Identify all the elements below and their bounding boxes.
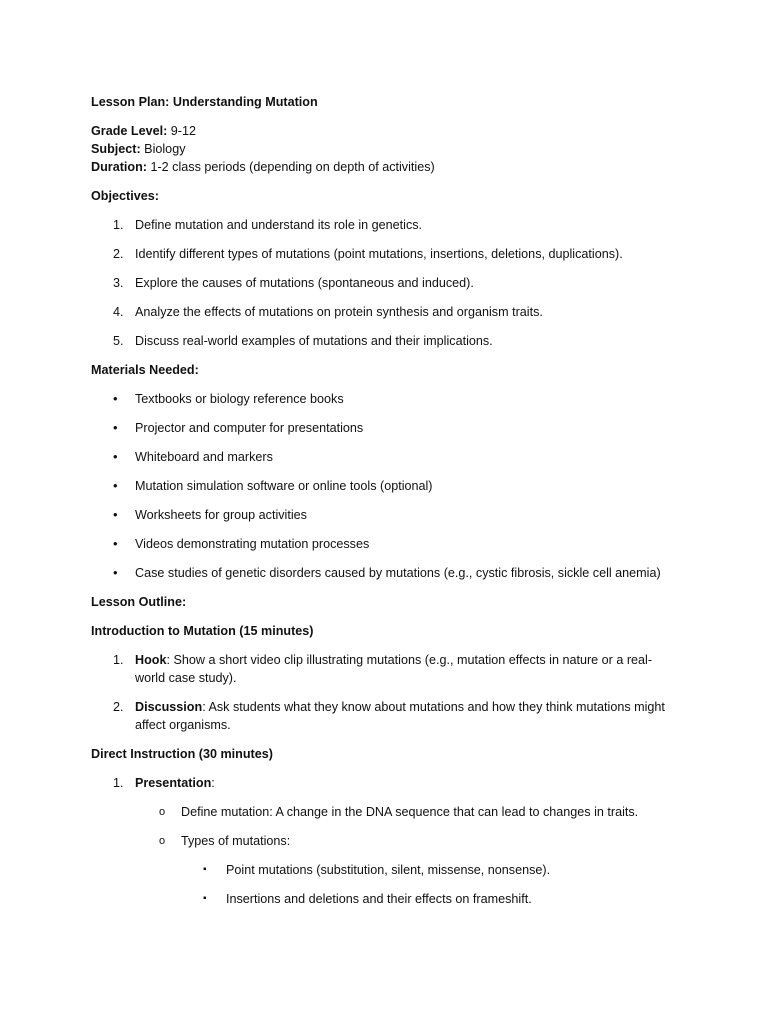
list-number: 5. — [113, 334, 124, 348]
bullet-icon: • — [113, 565, 118, 580]
duration-label: Duration: — [91, 160, 147, 174]
list-item-text: Whiteboard and markers — [135, 450, 273, 464]
direct-instruction-heading: Direct Instruction (30 minutes) — [91, 747, 273, 761]
list-item-text: Case studies of genetic disorders caused by mutations (e.g., cystic fibrosis, sickle cell anemia) — [135, 566, 661, 580]
circle-bullet-icon: o — [159, 806, 166, 818]
list-item-text: Insertions and deletions and their effects on frameshift. — [226, 892, 532, 906]
sub-sub-list-item — [91, 890, 678, 908]
list-item-text: : — [211, 776, 215, 790]
direct-instruction-list — [91, 774, 678, 908]
list-item-text: Worksheets for group activities — [135, 508, 307, 522]
list-number: 4. — [113, 305, 124, 319]
list-item — [91, 506, 678, 524]
square-bullet-icon: ▪ — [203, 893, 207, 904]
list-item-text: Point mutations (substitution, silent, missense, nonsense). — [226, 863, 551, 877]
subject-value: Biology — [140, 142, 186, 156]
duration-value: 1-2 class periods (depending on depth of activities) — [146, 160, 435, 174]
introduction-list — [91, 651, 678, 734]
subject-line — [91, 140, 678, 158]
list-item — [91, 774, 678, 792]
list-item — [91, 390, 678, 408]
grade-level-label: Grade Level: — [91, 124, 168, 138]
duration-line — [91, 158, 678, 176]
bullet-icon: • — [113, 420, 118, 435]
list-item — [91, 477, 678, 495]
introduction-heading: Introduction to Mutation (15 minutes) — [91, 624, 314, 638]
grade-level-value: 9-12 — [167, 124, 197, 138]
sub-list-item — [91, 803, 678, 821]
materials-list — [91, 390, 678, 582]
list-number: 2. — [113, 700, 124, 714]
list-item — [91, 303, 678, 321]
list-item — [91, 419, 678, 437]
objectives-list — [91, 216, 678, 350]
list-item-label: Presentation — [135, 776, 212, 790]
list-item-text: : Ask students what they know about mutations and how they think mutations might affect organisms. — [135, 700, 665, 732]
list-item — [91, 274, 678, 292]
bullet-icon: • — [113, 507, 118, 522]
list-item-text: Discuss real-world examples of mutations and their implications. — [135, 334, 493, 348]
list-item-text: Analyze the effects of mutations on protein synthesis and organism traits. — [135, 305, 543, 319]
square-bullet-icon: ▪ — [203, 864, 207, 875]
list-item-text: Types of mutations: — [181, 834, 291, 848]
list-item-text: Define mutation: A change in the DNA sequence that can lead to changes in traits. — [181, 805, 639, 819]
list-item — [91, 651, 678, 687]
list-item — [91, 535, 678, 553]
subject-label: Subject: — [91, 142, 141, 156]
document-title: Lesson Plan: Understanding Mutation — [91, 95, 318, 109]
bullet-icon: • — [113, 449, 118, 464]
list-number: 3. — [113, 276, 124, 290]
list-item — [91, 448, 678, 466]
bullet-icon: • — [113, 391, 118, 406]
list-item — [91, 216, 678, 234]
list-number: 2. — [113, 247, 124, 261]
list-number: 1. — [113, 653, 124, 667]
list-item-text: Identify different types of mutations (point mutations, insertions, deletions, duplications). — [135, 247, 623, 261]
lesson-meta — [91, 122, 678, 176]
list-item-text: Mutation simulation software or online tools (optional) — [135, 479, 433, 493]
list-number: 1. — [113, 218, 124, 232]
objectives-heading: Objectives: — [91, 189, 159, 203]
list-item-text: Projector and computer for presentations — [135, 421, 364, 435]
list-item-text: Define mutation and understand its role in genetics. — [135, 218, 423, 232]
list-item-label: Hook — [135, 653, 167, 667]
materials-heading: Materials Needed: — [91, 363, 199, 377]
sub-sub-list-item — [91, 861, 678, 879]
bullet-icon: • — [113, 478, 118, 493]
sub-list-item — [91, 832, 678, 850]
circle-bullet-icon: o — [159, 835, 166, 847]
list-item-text: : Show a short video clip illustrating mutations (e.g., mutation effects in nature or a real-world case study). — [135, 653, 653, 685]
list-item — [91, 245, 678, 263]
list-item-text: Videos demonstrating mutation processes — [135, 537, 370, 551]
list-item — [91, 332, 678, 350]
bullet-icon: • — [113, 536, 118, 551]
list-item-label: Discussion — [135, 700, 203, 714]
list-item-text: Explore the causes of mutations (spontaneous and induced). — [135, 276, 474, 290]
list-item — [91, 698, 678, 734]
grade-level-line — [91, 122, 678, 140]
lesson-outline-heading: Lesson Outline: — [91, 595, 187, 609]
list-item — [91, 564, 678, 582]
list-item-text: Textbooks or biology reference books — [135, 392, 344, 406]
list-number: 1. — [113, 776, 124, 790]
